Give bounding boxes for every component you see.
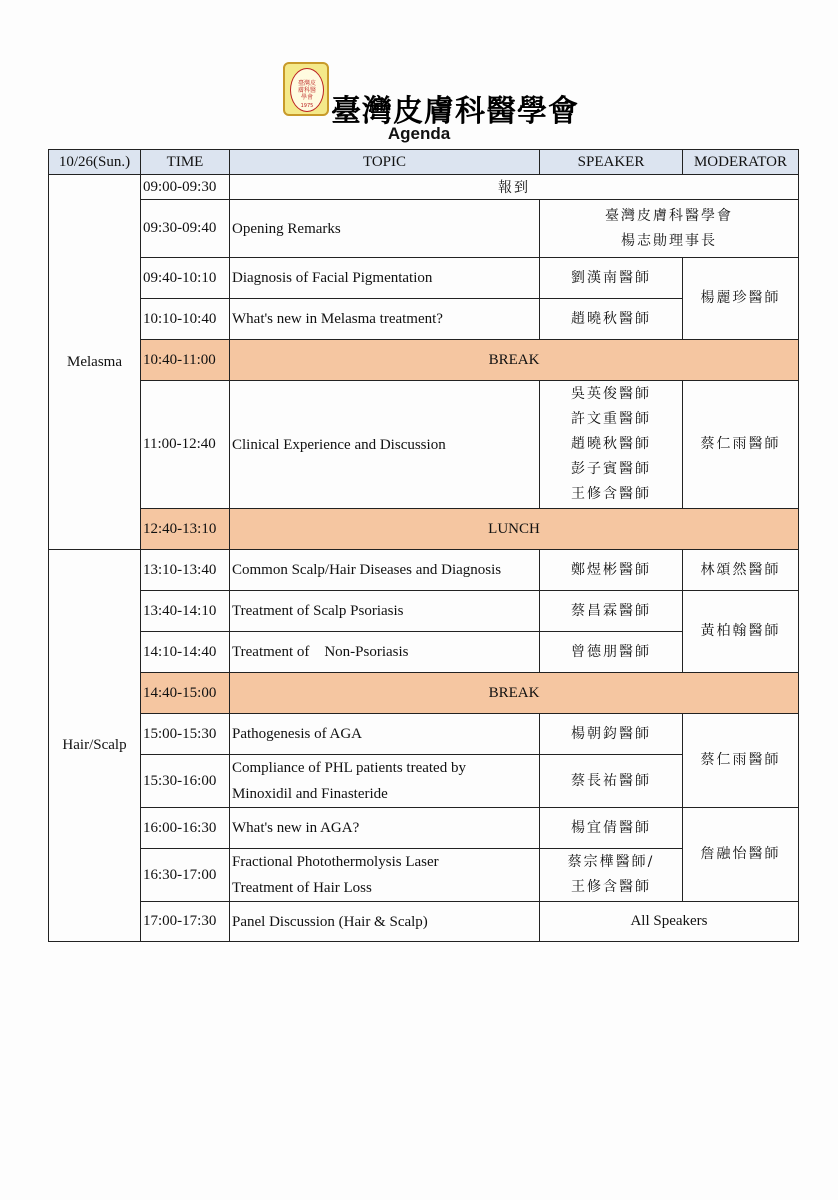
time-cell: 17:00-17:30 [141, 902, 230, 942]
topic-cell: Panel Discussion (Hair & Scalp) [230, 902, 540, 942]
session-melasma: Melasma [49, 175, 141, 550]
topic-cell: What's new in Melasma treatment? [230, 299, 540, 340]
time-cell: 10:10-10:40 [141, 299, 230, 340]
break-label: BREAK [230, 340, 799, 381]
time-cell: 11:00-12:40 [141, 381, 230, 509]
speaker-cell: 蔡長祐醫師 [540, 755, 683, 808]
speaker-line: 臺灣皮膚科醫學會 [605, 207, 733, 224]
moderator-cell: 蔡仁雨醫師 [683, 714, 799, 808]
time-cell: 12:40-13:10 [141, 509, 230, 550]
speaker-cell: 楊宜倩醫師 [540, 808, 683, 849]
speaker-line: 吳英俊醫師 [571, 386, 651, 402]
topic-cell: Treatment of Non-Psoriasis [230, 632, 540, 673]
speaker-line: 王修含醫師 [571, 879, 651, 895]
time-cell: 09:00-09:30 [141, 175, 230, 200]
table-row-break [49, 340, 799, 381]
time-cell: 13:10-13:40 [141, 550, 230, 591]
speaker-cell: 趙曉秋醫師 [540, 299, 683, 340]
moderator-cell: 蔡仁雨醫師 [683, 381, 799, 509]
time-cell: 13:40-14:10 [141, 591, 230, 632]
topic-cell: Common Scalp/Hair Diseases and Diagnosis [230, 550, 540, 591]
speaker-cell: 鄭煜彬醫師 [540, 550, 683, 591]
time-cell: 09:40-10:10 [141, 258, 230, 299]
logo-seal-icon [290, 68, 324, 112]
topic-cell: What's new in AGA? [230, 808, 540, 849]
speaker-cell: 劉漢南醫師 [540, 258, 683, 299]
agenda-title: Agenda [387, 124, 451, 143]
topic-cell: Clinical Experience and Discussion [230, 381, 540, 509]
agenda-table [48, 149, 799, 942]
moderator-cell: 林頌然醫師 [683, 550, 799, 591]
table-row [49, 808, 799, 849]
society-logo [283, 62, 329, 116]
session-hair-scalp: Hair/Scalp [49, 550, 141, 942]
topic-cell: Opening Remarks [230, 200, 540, 258]
column-header-date: 10/26(Sun.) [49, 150, 141, 175]
column-header-topic: TOPIC [230, 150, 540, 175]
column-header-speaker: SPEAKER [540, 150, 683, 175]
org-title: 臺灣皮膚科醫學會 [331, 94, 579, 129]
topic-cell [230, 849, 540, 902]
speaker-line: 趙曉秋醫師 [571, 436, 651, 452]
table-row [49, 714, 799, 755]
time-cell: 15:00-15:30 [141, 714, 230, 755]
topic-line: Compliance of PHL patients treated by [232, 760, 466, 776]
lunch-label: LUNCH [230, 509, 799, 550]
speaker-cell: 楊朝鈞醫師 [540, 714, 683, 755]
time-cell: 10:40-11:00 [141, 340, 230, 381]
logo-year: 1975 [300, 103, 314, 109]
topic-cell [230, 755, 540, 808]
time-cell: 16:30-17:00 [141, 849, 230, 902]
logo-seal-text: 臺灣皮膚科醫學會 [298, 79, 317, 101]
speaker-line: 王修含醫師 [571, 486, 651, 502]
table-row [49, 550, 799, 591]
time-cell: 16:00-16:30 [141, 808, 230, 849]
time-cell: 09:30-09:40 [141, 200, 230, 258]
table-row [49, 175, 799, 200]
checkin-cell: 報到 [230, 175, 799, 200]
time-cell: 14:10-14:40 [141, 632, 230, 673]
speaker-cell: All Speakers [540, 902, 799, 942]
table-row [49, 902, 799, 942]
table-row-lunch [49, 509, 799, 550]
table-header-row [49, 150, 799, 175]
table-row [49, 258, 799, 299]
speaker-cell [540, 381, 683, 509]
topic-cell: Diagnosis of Facial Pigmentation [230, 258, 540, 299]
speaker-cell: 蔡昌霖醫師 [540, 591, 683, 632]
table-row [49, 381, 799, 509]
break-label: BREAK [230, 673, 799, 714]
time-cell: 15:30-16:00 [141, 755, 230, 808]
topic-cell: Pathogenesis of AGA [230, 714, 540, 755]
table-row [49, 200, 799, 258]
column-header-moderator: MODERATOR [683, 150, 799, 175]
moderator-cell: 詹融怡醫師 [683, 808, 799, 902]
speaker-cell [540, 200, 799, 258]
page-header [0, 58, 838, 148]
speaker-line: 許文重醫師 [571, 411, 651, 427]
speaker-line: 彭子賓醫師 [571, 461, 651, 477]
column-header-time: TIME [141, 150, 230, 175]
topic-cell: Treatment of Scalp Psoriasis [230, 591, 540, 632]
table-row [49, 591, 799, 632]
speaker-line: 蔡宗樺醫師/ [567, 854, 655, 870]
moderator-cell: 黃柏翰醫師 [683, 591, 799, 673]
topic-line: Treatment of Hair Loss [232, 880, 372, 896]
speaker-cell: 曾德朋醫師 [540, 632, 683, 673]
topic-line: Minoxidil and Finasteride [232, 786, 388, 802]
speaker-line: 楊志勛理事長 [621, 232, 717, 249]
time-cell: 14:40-15:00 [141, 673, 230, 714]
speaker-cell [540, 849, 683, 902]
topic-line: Fractional Photothermolysis Laser [232, 854, 439, 870]
table-row-break [49, 673, 799, 714]
moderator-cell: 楊麗珍醫師 [683, 258, 799, 340]
